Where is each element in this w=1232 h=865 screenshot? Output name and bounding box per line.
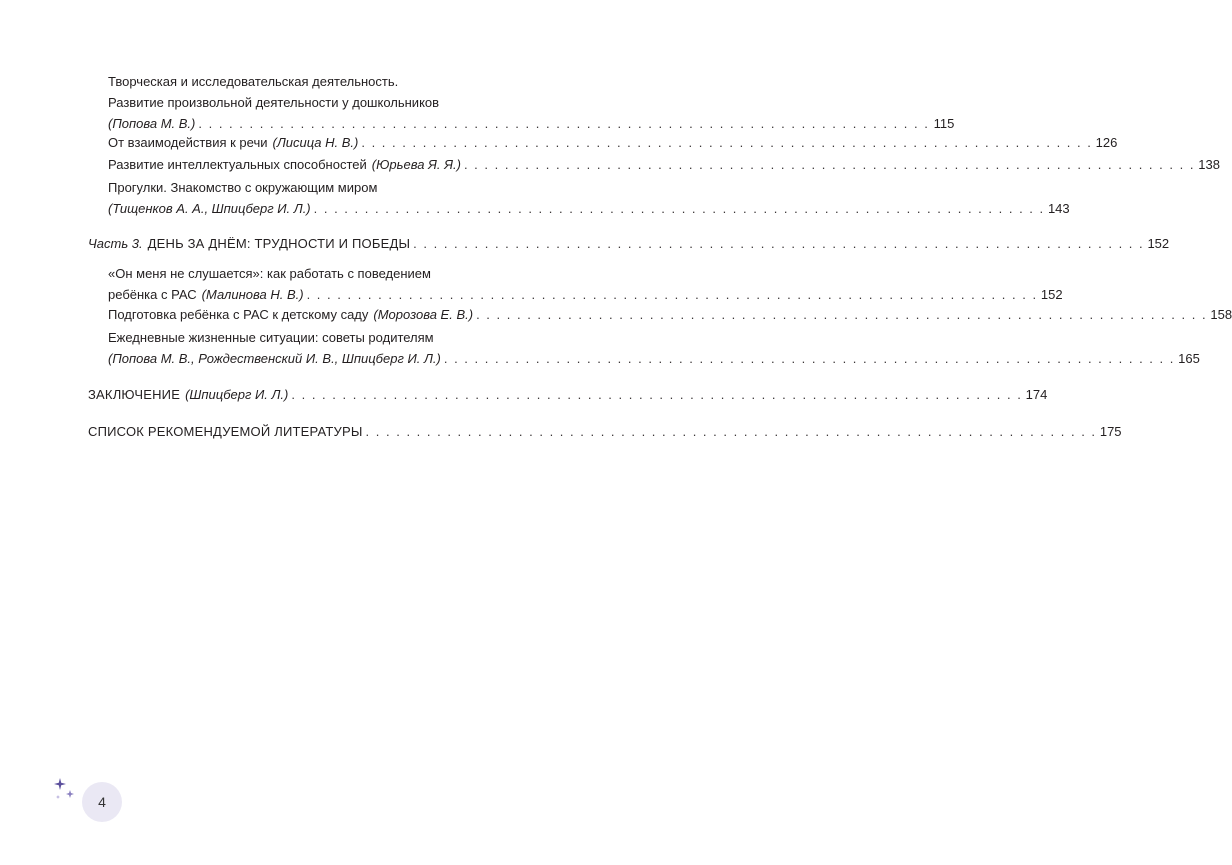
toc-entry-author: (Малинова Н. В.) bbox=[201, 287, 304, 302]
page-number: 4 bbox=[98, 794, 106, 810]
toc-entry-title-line2: Развитие произвольной деятельности у дошкольников bbox=[108, 95, 440, 110]
page-number-badge bbox=[82, 782, 122, 822]
toc-entry-title-line1: «Он меня не слушается»: как работать с поведением bbox=[108, 266, 431, 281]
leader-dots: . . . . . . . . . . . . . . . . . . . . . . . . . . . . . . . . . . . . . . . . . . . . . . . . . . . . . . . . . . . . . . . . . . . . . . . . bbox=[443, 351, 1175, 366]
toc-entry-title-line2: ребёнка с РАС bbox=[108, 287, 197, 302]
toc-entry-walks[interactable] bbox=[108, 177, 1070, 219]
toc-entry-intellect[interactable] bbox=[108, 154, 1220, 175]
toc-entry-title: ЗАКЛЮЧЕНИЕ bbox=[88, 387, 181, 402]
toc-entry-page: 143 bbox=[1047, 201, 1070, 216]
toc-entry-page: 165 bbox=[1178, 351, 1200, 366]
part-title: ДЕНЬ ЗА ДНЁМ: ТРУДНОСТИ И ПОБЕДЫ bbox=[147, 236, 411, 251]
toc-entry-creative-activity[interactable] bbox=[108, 71, 955, 134]
leader-dots: . . . . . . . . . . . . . . . . . . . . . . . . . . . . . . . . . . . . . . . . . . . . . . . . . . . . . . . . . . . . . . . . . . . . . . . . bbox=[365, 424, 1097, 439]
toc-entry-kindergarten[interactable] bbox=[108, 304, 1232, 325]
toc-entry-author: (Попова М. В.) bbox=[108, 116, 196, 131]
toc-entry-page: 175 bbox=[1099, 424, 1122, 439]
toc-entry-page: 152 bbox=[1040, 287, 1063, 302]
toc-entry-author: (Лисица Н. В.) bbox=[272, 135, 359, 150]
toc-part-3[interactable] bbox=[88, 233, 1170, 254]
leader-dots: . . . . . . . . . . . . . . . . . . . . . . . . . . . . . . . . . . . . . . . . . . . . . . . . . . . . . . . . . . . . . . . . . . . . . . . . bbox=[198, 116, 930, 131]
toc-entry-title-line1: Творческая и исследовательская деятельность. bbox=[108, 74, 399, 89]
toc-entry-speech[interactable] bbox=[108, 132, 1118, 153]
toc-conclusion[interactable] bbox=[88, 384, 1048, 405]
toc-entry-author: (Морозова Е. В.) bbox=[373, 307, 474, 322]
toc-entry-behavior[interactable] bbox=[108, 263, 1063, 305]
toc-entry-author: (Шпицберг И. Л.) bbox=[185, 387, 289, 402]
toc-entry-page: 115 bbox=[933, 116, 955, 131]
part-label: Часть 3. bbox=[88, 236, 143, 251]
toc-entry-page: 158 bbox=[1210, 307, 1232, 322]
leader-dots: . . . . . . . . . . . . . . . . . . . . . . . . . . . . . . . . . . . . . . . . . . . . . . . . . . . . . . . . . . . . . . . . . . . . . . . . bbox=[463, 157, 1195, 172]
leader-dots: . . . . . . . . . . . . . . . . . . . . . . . . . . . . . . . . . . . . . . . . . . . . . . . . . . . . . . . . . . . . . . . . . . . . . . . . bbox=[313, 201, 1045, 216]
toc-entry-author: (Попова М. В., Рождественский И. В., Шпицберг И. Л.) bbox=[108, 351, 441, 366]
leader-dots: . . . . . . . . . . . . . . . . . . . . . . . . . . . . . . . . . . . . . . . . . . . . . . . . . . . . . . . . . . . . . . . . . . . . . . . . bbox=[413, 236, 1145, 251]
toc-entry-author: (Юрьева Я. Я.) bbox=[371, 157, 461, 172]
toc-entry-title-line1: Ежедневные жизненные ситуации: советы родителям bbox=[108, 330, 434, 345]
toc-entry-author: (Тищенков А. А., Шпицберг И. Л.) bbox=[108, 201, 311, 216]
toc-entry-title: От взаимодействия к речи bbox=[108, 135, 268, 150]
toc-entry-page: 174 bbox=[1025, 387, 1048, 402]
sparkles-icon bbox=[52, 774, 82, 804]
leader-dots: . . . . . . . . . . . . . . . . . . . . . . . . . . . . . . . . . . . . . . . . . . . . . . . . . . . . . . . . . . . . . . . . . . . . . . . . bbox=[361, 135, 1093, 150]
toc-entry-title-line1: Прогулки. Знакомство с окружающим миром bbox=[108, 180, 378, 195]
toc-entry-page: 152 bbox=[1147, 236, 1170, 251]
toc-entry-title: Подготовка ребёнка с РАС к детскому саду bbox=[108, 307, 369, 322]
toc-entry-daily-situations[interactable] bbox=[108, 327, 1200, 369]
toc-entry-title: Развитие интеллектуальных способностей bbox=[108, 157, 367, 172]
toc-entry-page: 138 bbox=[1198, 157, 1220, 172]
leader-dots: . . . . . . . . . . . . . . . . . . . . . . . . . . . . . . . . . . . . . . . . . . . . . . . . . . . . . . . . . . . . . . . . . . . . . . . . bbox=[291, 387, 1023, 402]
leader-dots: . . . . . . . . . . . . . . . . . . . . . . . . . . . . . . . . . . . . . . . . . . . . . . . . . . . . . . . . . . . . . . . . . . . . . . . . bbox=[476, 307, 1208, 322]
toc-entry-page: 126 bbox=[1095, 135, 1118, 150]
toc-literature[interactable] bbox=[88, 421, 1122, 442]
toc-entry-title: СПИСОК РЕКОМЕНДУЕМОЙ ЛИТЕРАТУРЫ bbox=[88, 424, 363, 439]
leader-dots: . . . . . . . . . . . . . . . . . . . . . . . . . . . . . . . . . . . . . . . . . . . . . . . . . . . . . . . . . . . . . . . . . . . . . . . . bbox=[306, 287, 1038, 302]
